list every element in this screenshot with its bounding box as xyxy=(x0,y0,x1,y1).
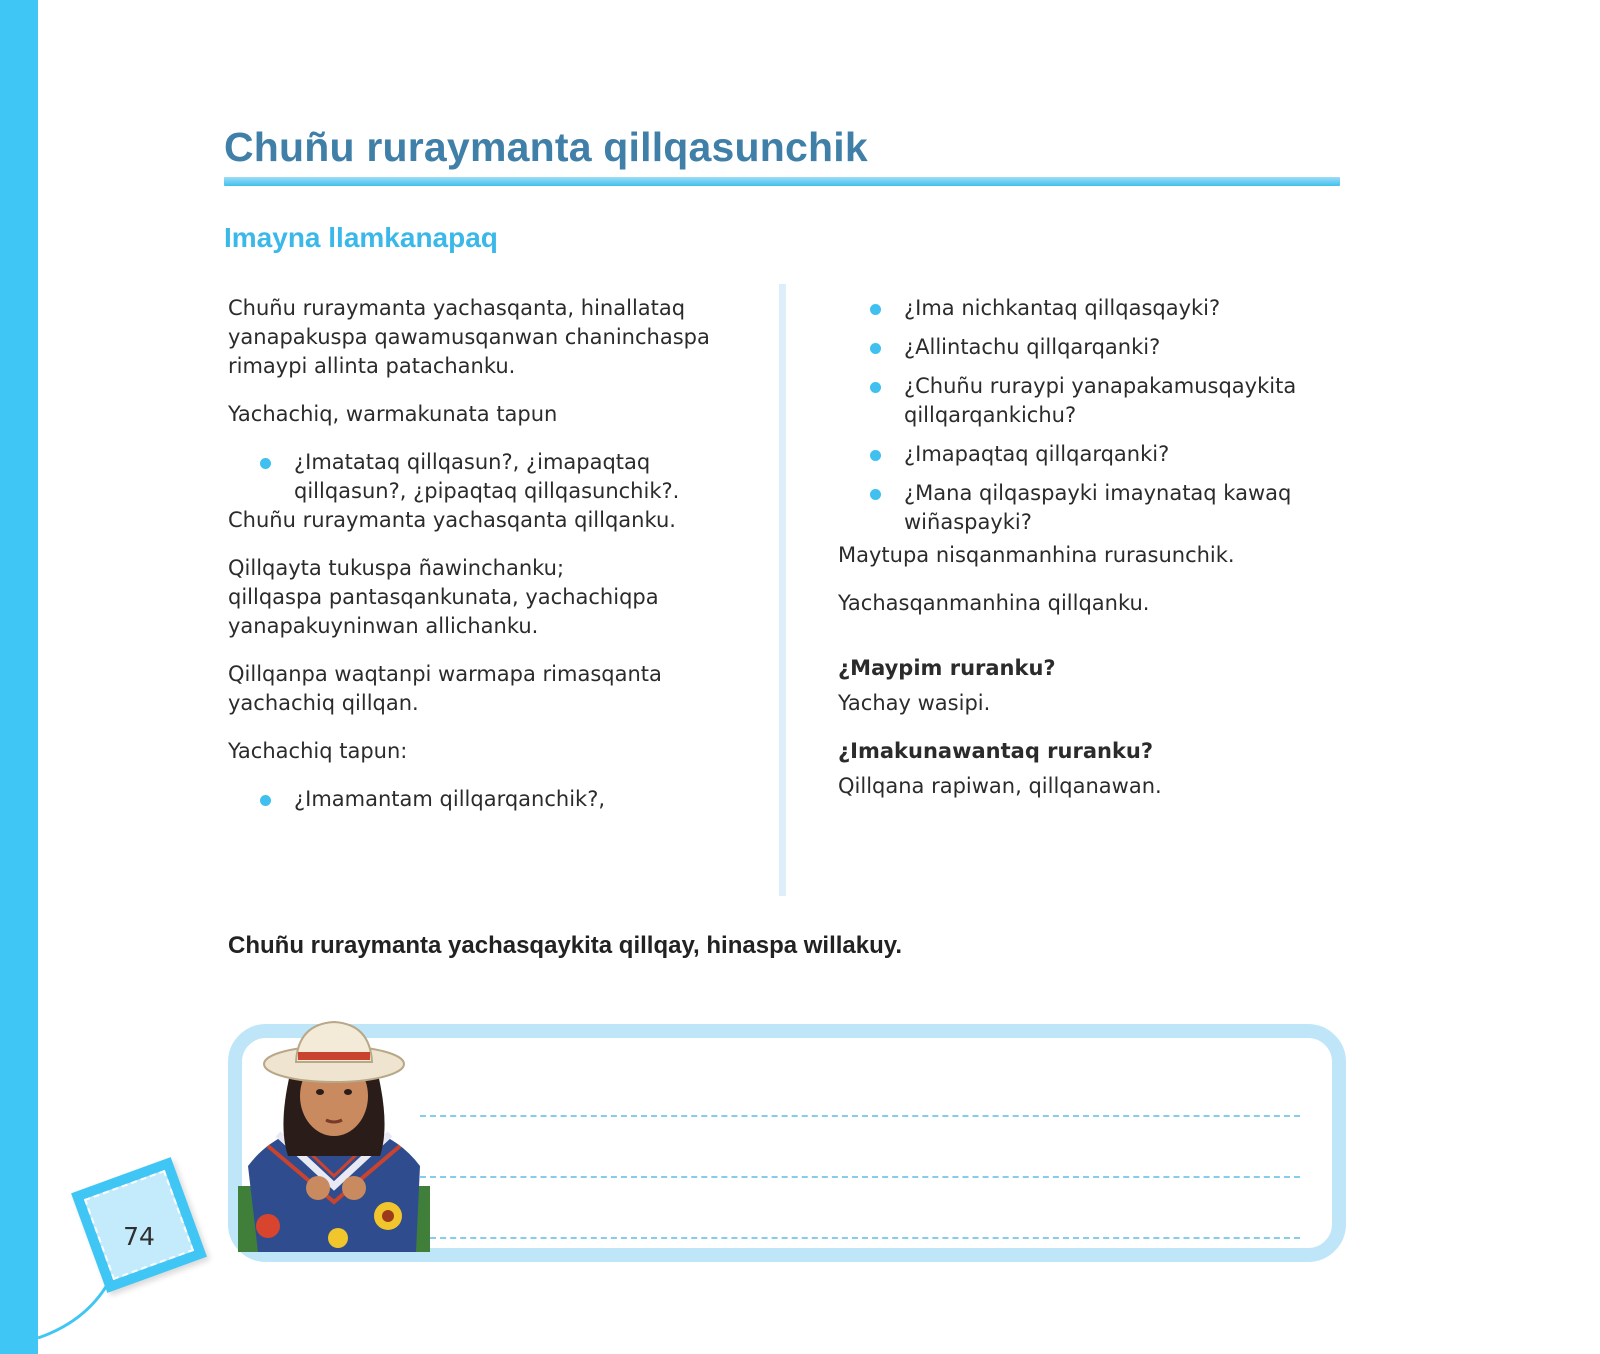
page-title: Chuñu ruraymanta qillqasunchik xyxy=(224,124,868,170)
list-item-text: ¿Mana qilqaspayki imaynataq kawaq wiñaspayki? xyxy=(904,481,1292,534)
list-item-text: ¿Allintachu qillqarqanki? xyxy=(904,335,1161,359)
list-item-text: ¿Imatataq qillqasun?, ¿imapaqtaq qillqasun?, ¿pipaqtaq qillqasunchik?. xyxy=(294,450,680,503)
bullet-icon xyxy=(870,304,881,315)
writing-line[interactable] xyxy=(420,1115,1300,1117)
bullet-icon xyxy=(260,458,271,469)
paragraph: qillqaspa pantasqankunata, yachachiqpa yanapakuyninwan allichanku. xyxy=(228,585,659,638)
question-heading: ¿Maypim ruranku? xyxy=(838,656,1056,680)
list-item xyxy=(838,294,1338,323)
bullet-icon xyxy=(870,489,881,500)
question-list xyxy=(228,448,748,506)
bullet-icon xyxy=(870,343,881,354)
paragraph: Chuñu ruraymanta yachasqanta qillqanku. xyxy=(228,508,676,532)
list-item xyxy=(838,372,1338,430)
kite-string xyxy=(0,0,200,1354)
title-underline xyxy=(224,177,1340,186)
list-item xyxy=(838,440,1338,469)
list-item-text: ¿Chuñu ruraypi yanapakamusqaykita qillqarqankichu? xyxy=(904,374,1297,427)
list-item-text: ¿Ima nichkantaq qillqasqayki? xyxy=(904,296,1221,320)
question-list xyxy=(838,294,1338,537)
question-heading: ¿Imakunawantaq ruranku? xyxy=(838,739,1154,763)
writing-line[interactable] xyxy=(420,1176,1300,1178)
paragraph: Qillqanpa waqtanpi warmapa rimasqanta yachachiq qillqan. xyxy=(228,662,662,715)
section-subtitle: Imayna llamkanapaq xyxy=(224,222,498,253)
page-number: 74 xyxy=(123,1222,155,1251)
paragraph: Yachachiq tapun: xyxy=(228,739,408,763)
paragraph: Qillqayta tukuspa ñawinchanku; xyxy=(228,556,565,580)
bullet-icon xyxy=(870,450,881,461)
writing-instruction: Chuñu ruraymanta yachasqaykita qillqay, hinaspa willakuy. xyxy=(228,932,903,959)
column-divider xyxy=(779,284,786,896)
paragraph: Maytupa nisqanmanhina rurasunchik. xyxy=(838,543,1235,567)
list-item-text: ¿Imapaqtaq qillqarqanki? xyxy=(904,442,1170,466)
paragraph: Yachachiq, warmakunata tapun xyxy=(228,402,558,426)
list-item xyxy=(228,785,748,814)
paragraph: Yachasqanmanhina qillqanku. xyxy=(838,591,1150,615)
list-item xyxy=(838,479,1338,537)
answer-text: Yachay wasipi. xyxy=(838,691,991,715)
bullet-icon xyxy=(260,795,271,806)
question-list xyxy=(228,785,748,814)
paragraph: Chuñu ruraymanta yachasqanta, hinallataq yanapakuspa qawamusqanwan chaninchaspa rimaypi allinta patachanku. xyxy=(228,296,710,378)
left-column xyxy=(228,294,748,824)
girl-illustration-icon xyxy=(238,1016,430,1252)
writing-line[interactable] xyxy=(420,1237,1300,1239)
list-item-text: ¿Imamantam qillqarqanchik?, xyxy=(294,787,606,811)
list-item xyxy=(228,448,748,506)
bullet-icon xyxy=(870,382,881,393)
right-column xyxy=(838,294,1338,820)
list-item xyxy=(838,333,1338,362)
answer-text: Qillqana rapiwan, qillqanawan. xyxy=(838,774,1162,798)
